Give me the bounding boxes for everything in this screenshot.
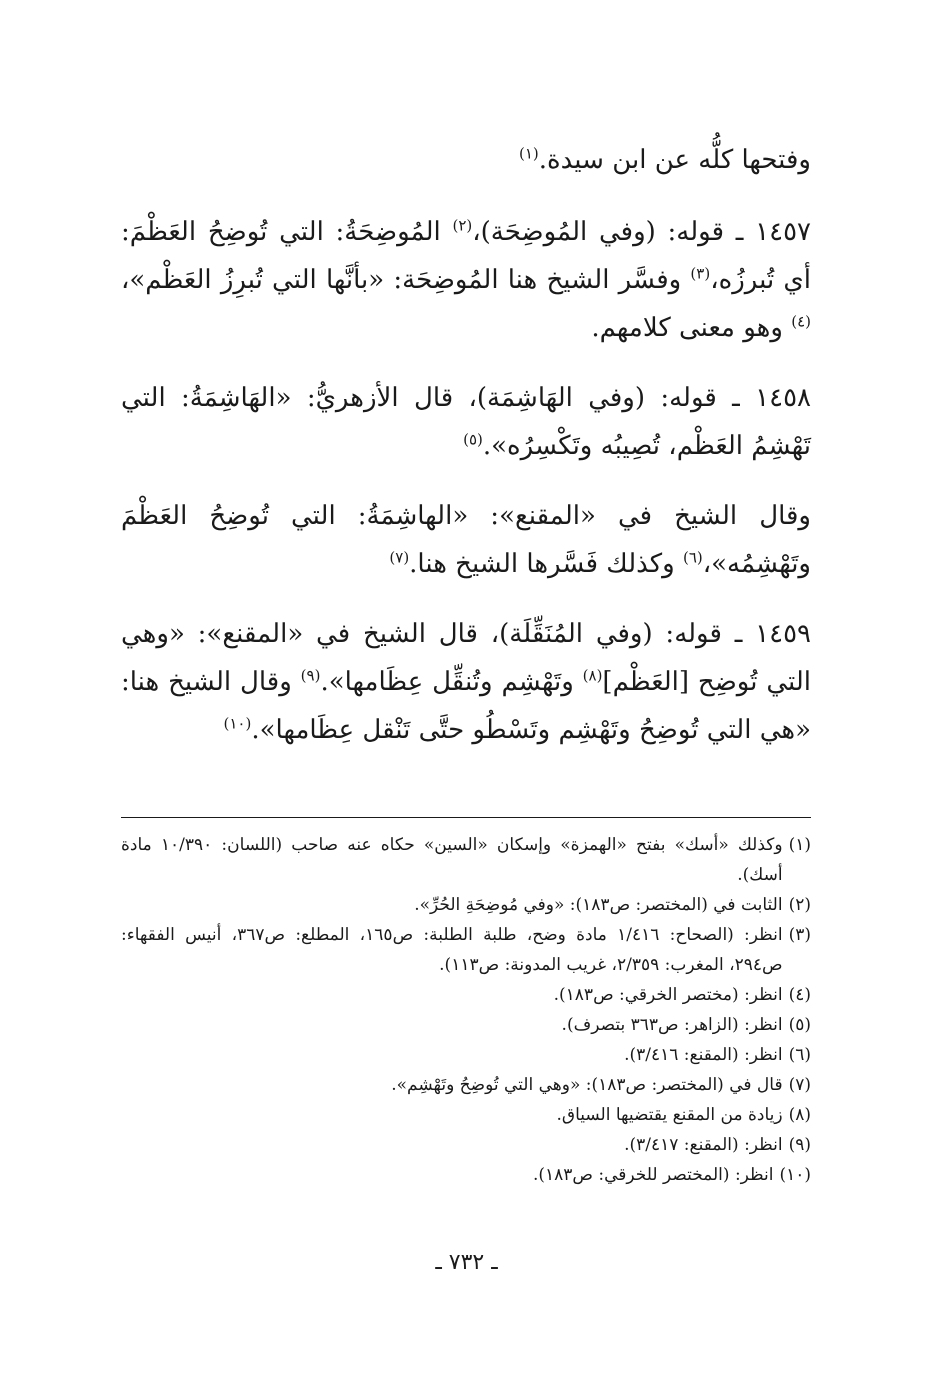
footnote-number: (٦) xyxy=(788,1045,811,1065)
text-run: وهو معنى كلامهم. xyxy=(591,313,792,343)
footnote-text: انظر: (المختصر للخرقي: ص١٨٣). xyxy=(532,1165,774,1185)
text-run: المُوضِحَةُ: التي تُوضِحُ العَظْمَ: أي تُبرزُه، xyxy=(121,217,811,295)
footnote-ref: (١٠) xyxy=(223,714,252,733)
footnote-text: انظر: (الزاهر: ص٣٦٣ بتصرف). xyxy=(561,1015,783,1035)
footnote-10 xyxy=(121,1160,811,1190)
footnote-number: (٢) xyxy=(788,895,811,915)
text-run: وفسَّر الشيخ هنا المُوضِحَة: «بأنَّها التي تُبرِزُ العَظْم»، xyxy=(121,265,691,295)
page-number: ـ ٧٣٢ ـ xyxy=(435,1250,498,1275)
footnote-9 xyxy=(121,1130,811,1160)
footnote-divider xyxy=(121,817,811,818)
paragraph-1459 xyxy=(121,610,811,754)
footnote-number: (٨) xyxy=(788,1105,811,1125)
text-run: وقال الشيخ في «المقنع»: «الهاشِمَةُ: التي تُوضِحُ العَظْمَ وتَهْشِمُه»، xyxy=(121,501,811,579)
footnote-text: انظر: (الصحاح: ١/٤١٦ مادة وضح، طلبة الطلبة: ص١٦٥، المطلع: ص٣٦٧، أنيس الفقهاء: ص٢٩٤، المغرب: ٢/٣٥٩، غريب المدونة: ص١١٣). xyxy=(121,925,783,975)
footnote-text: قال في (المختصر: ص١٨٣): «وهي التي تُوضِحُ وتَهْشِم». xyxy=(391,1075,783,1095)
footnote-number: (٧) xyxy=(788,1075,811,1095)
footnote-number: (١٠) xyxy=(779,1165,811,1185)
footnote-8 xyxy=(121,1100,811,1130)
footnote-text: وكذلك «أسك» بفتح «الهمزة» وإسكان «السين» حكاه عنه صاحب (اللسان: ١٠/٣٩٠ مادة أسك). xyxy=(121,835,783,885)
paragraph-continuation xyxy=(121,136,811,184)
text-run: وقال الشيخ هنا: «هي التي تُوضِحُ وتَهْشِم وتَسْطُو حتَّى تَنْقل عِظَامها». xyxy=(121,667,811,745)
footnote-text: زيادة من المقنع يقتضيها السياق. xyxy=(556,1105,783,1125)
footnote-ref: (٤) xyxy=(791,312,811,331)
footnote-ref: (٦) xyxy=(682,548,703,567)
paragraph-1457 xyxy=(121,208,811,352)
text-run: وكذلك فَسَّرها الشيخ هنا. xyxy=(409,549,683,579)
footnote-6 xyxy=(121,1040,811,1070)
text-run: ١٤٥٧ ـ قوله: (وفي المُوضِحَة)، xyxy=(472,217,812,247)
footnote-number: (٤) xyxy=(788,985,811,1005)
footnote-ref: (٨) xyxy=(582,666,603,685)
footnote-ref: (٥) xyxy=(463,430,483,449)
footnote-ref: (٧) xyxy=(389,548,410,567)
footnote-3 xyxy=(121,920,811,980)
footnote-1 xyxy=(121,830,811,890)
footnote-ref: (٩) xyxy=(300,666,321,685)
footnote-4 xyxy=(121,980,811,1010)
footnote-number: (٥) xyxy=(788,1015,811,1035)
text-run: وتَهْشِم وتُنقِّل عِظَامها». xyxy=(320,667,583,697)
footnote-number: (٣) xyxy=(788,925,811,945)
footnote-ref: (٣) xyxy=(690,264,711,283)
footnote-5 xyxy=(121,1010,811,1040)
main-text xyxy=(121,136,811,776)
text-run: ١٤٥٩ ـ قوله: (وفي المُنَقِّلَة)، قال الشيخ في «المقنع»: «وهي التي تُوضِح [العَظْم] xyxy=(121,619,811,697)
footnote-text: انظر: (المقنع: ٣/٤١٦). xyxy=(624,1045,783,1065)
footnotes xyxy=(121,830,811,1190)
footnote-text: الثابت في (المختصر: ص١٨٣): «وفي مُوضِحَةِ الحُرِّ». xyxy=(414,895,783,915)
footnote-7 xyxy=(121,1070,811,1100)
text-run: ١٤٥٨ ـ قوله: (وفي الهَاشِمَة)، قال الأزهريُّ: «الهَاشِمَةُ: التي تَهْشِمُ العَظْم، تُصِيبُه وتَكْسِرُه». xyxy=(121,383,811,461)
footnote-number: (١) xyxy=(788,835,811,855)
paragraph-muqni xyxy=(121,492,811,588)
footnote-ref: (١) xyxy=(518,144,539,163)
footnote-2 xyxy=(121,890,811,920)
paragraph-1458 xyxy=(121,374,811,470)
footnote-text: انظر: (مختصر الخرقي: ص١٨٣). xyxy=(553,985,783,1005)
footnote-text: انظر: (المقنع: ٣/٤١٧). xyxy=(624,1135,783,1155)
footnote-number: (٩) xyxy=(788,1135,811,1155)
text-run: وفتحها كلُّه عن ابن سيدة. xyxy=(538,145,811,175)
footnote-ref: (٢) xyxy=(452,216,473,235)
